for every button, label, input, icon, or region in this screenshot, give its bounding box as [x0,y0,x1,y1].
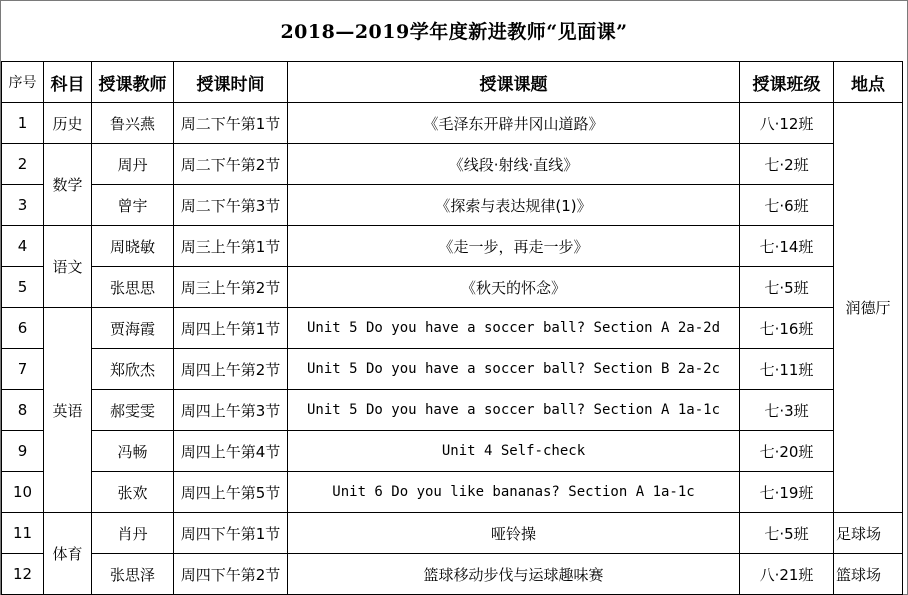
table-row [2,103,903,144]
header-class: 授课班级 [740,62,834,103]
row-no: 10 [2,472,44,513]
topic-cell: Unit 5 Do you have a soccer ball? Section A 2a-2d [288,308,740,349]
time-cell: 周四上午第1节 [174,308,288,349]
class-cell: 七·3班 [740,390,834,431]
page-title: 2018—2019学年度新进教师“见面课” [280,20,628,43]
row-no: 11 [2,513,44,554]
subject-cell: 历史 [44,103,92,144]
teacher-cell: 贾海霞 [92,308,174,349]
class-cell: 七·11班 [740,349,834,390]
teacher-cell: 冯畅 [92,431,174,472]
table-row [2,554,903,595]
header-time: 授课时间 [174,62,288,103]
time-cell: 周四下午第2节 [174,554,288,595]
topic-cell: 《线段·射线·直线》 [288,144,740,185]
time-cell: 周三上午第2节 [174,267,288,308]
topic-cell: 《秋天的怀念》 [288,267,740,308]
table-row [2,390,903,431]
teacher-cell: 张欢 [92,472,174,513]
table-row [2,349,903,390]
teacher-cell: 周丹 [92,144,174,185]
topic-cell: Unit 5 Do you have a soccer ball? Section A 1a-1c [288,390,740,431]
topic-cell: Unit 4 Self-check [288,431,740,472]
class-cell: 七·19班 [740,472,834,513]
row-no: 5 [2,267,44,308]
teacher-cell: 周晓敏 [92,226,174,267]
time-cell: 周四上午第5节 [174,472,288,513]
row-no: 4 [2,226,44,267]
teacher-cell: 张思泽 [92,554,174,595]
teacher-cell: 肖丹 [92,513,174,554]
row-no: 9 [2,431,44,472]
header-no: 序号 [2,62,44,103]
class-cell: 七·5班 [740,267,834,308]
teacher-cell: 郝雯雯 [92,390,174,431]
schedule-table [1,61,903,595]
location-cell: 润德厅 [834,103,903,513]
class-cell: 八·21班 [740,554,834,595]
header-location: 地点 [834,62,903,103]
table-row [2,308,903,349]
time-cell: 周四上午第2节 [174,349,288,390]
row-no: 7 [2,349,44,390]
time-cell: 周四上午第4节 [174,431,288,472]
teacher-cell: 曾宇 [92,185,174,226]
time-cell: 周四下午第1节 [174,513,288,554]
subject-cell: 体育 [44,513,92,595]
topic-cell: Unit 5 Do you have a soccer ball? Section B 2a-2c [288,349,740,390]
row-no: 6 [2,308,44,349]
teacher-cell: 鲁兴燕 [92,103,174,144]
table-row [2,267,903,308]
row-no: 3 [2,185,44,226]
table-row [2,144,903,185]
row-no: 2 [2,144,44,185]
class-cell: 七·2班 [740,144,834,185]
table-row [2,185,903,226]
time-cell: 周四上午第3节 [174,390,288,431]
location-cell: 篮球场 [834,554,903,595]
table-row [2,472,903,513]
time-cell: 周二下午第2节 [174,144,288,185]
class-cell: 七·20班 [740,431,834,472]
topic-cell: 哑铃操 [288,513,740,554]
row-no: 12 [2,554,44,595]
row-no: 1 [2,103,44,144]
class-cell: 八·12班 [740,103,834,144]
topic-cell: 《探索与表达规律(1)》 [288,185,740,226]
teacher-cell: 张思思 [92,267,174,308]
subject-cell: 数学 [44,144,92,226]
topic-cell: Unit 6 Do you like bananas? Section A 1a-1c [288,472,740,513]
header-topic: 授课课题 [288,62,740,103]
class-cell: 七·5班 [740,513,834,554]
teacher-cell: 郑欣杰 [92,349,174,390]
table-row [2,513,903,554]
topic-cell: 篮球移动步伐与运球趣味赛 [288,554,740,595]
class-cell: 七·14班 [740,226,834,267]
time-cell: 周二下午第1节 [174,103,288,144]
row-no: 8 [2,390,44,431]
subject-cell: 语文 [44,226,92,308]
header-subject: 科目 [44,62,92,103]
table-row [2,226,903,267]
header-row [2,62,903,103]
class-cell: 七·16班 [740,308,834,349]
table-row [2,431,903,472]
topic-cell: 《走一步，再走一步》 [288,226,740,267]
time-cell: 周二下午第3节 [174,185,288,226]
topic-cell: 《毛泽东开辟井冈山道路》 [288,103,740,144]
subject-cell: 英语 [44,308,92,513]
header-teacher: 授课教师 [92,62,174,103]
location-cell: 足球场 [834,513,903,554]
time-cell: 周三上午第1节 [174,226,288,267]
class-cell: 七·6班 [740,185,834,226]
